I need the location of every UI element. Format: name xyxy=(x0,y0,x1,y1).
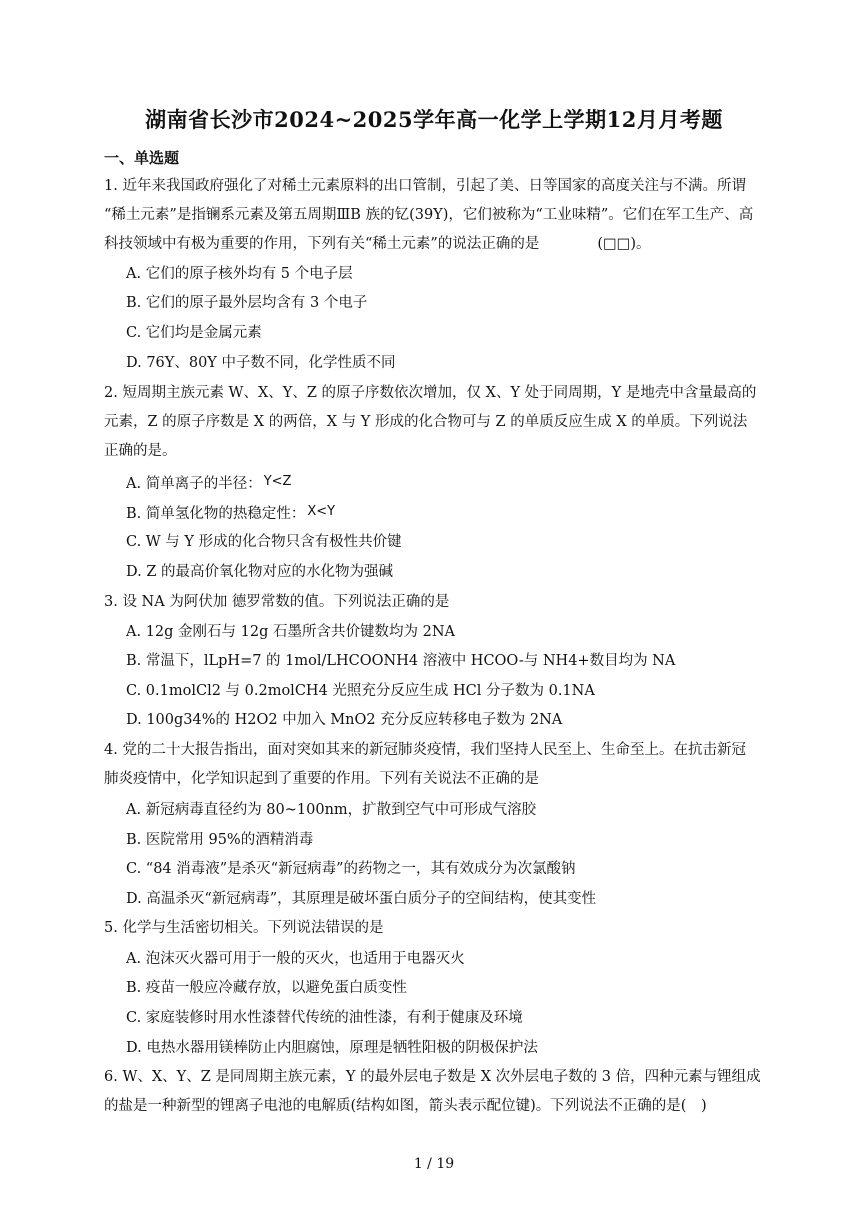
question-3-option-b: B. 常温下，lLpH=7 的 1mol/LHCOONH4 溶液中 HCOO-与 NH4+数目均为 NA xyxy=(126,653,676,669)
question-2-option-b-formula: X<Y xyxy=(307,504,336,519)
page-number: 1 / 19 xyxy=(413,1156,455,1172)
question-1-option-c: C. 它们均是金属元素 xyxy=(126,325,262,341)
question-3-option-c: C. 0.1molCl2 与 0.2molCH4 光照充分反应生成 HCl 分子数为 0.1NA xyxy=(126,683,595,699)
question-4-stem-line-1: 4. 党的二十大报告指出，面对突如其来的新冠肺炎疫情，我们坚持人民至上、生命至上。在抗击新冠 xyxy=(104,742,746,758)
question-3-option-a: A. 12g 金刚石与 12g 石墨所含共价键数均为 2NA xyxy=(126,624,455,640)
question-4-stem-line-2: 肺炎疫情中，化学知识起到了重要的作用。下列有关说法不正确的是 xyxy=(104,771,539,787)
question-6-stem-line-2: 的盐是一种新型的锂离子电池的电解质(结构如图，箭头表示配位键)。下列说法不正确的是( ) xyxy=(104,1098,707,1114)
document-title: 湖南省长沙市2024~2025学年高一化学上学期12月月考题 xyxy=(145,107,723,132)
question-2-option-b-text: B. 简单氢化物的热稳定性： xyxy=(126,506,306,522)
question-4-option-d: D. 高温杀灭“新冠病毒”，其原理是破坏蛋白质分子的空间结构，使其变性 xyxy=(126,891,597,907)
question-2-option-c: C. W 与 Y 形成的化合物只含有极性共价键 xyxy=(126,534,402,550)
question-2-stem-line-1: 2. 短周期主族元素 W、X、Y、Z 的原子序数依次增加，仅 X、Y 处于同周期，Y 是地壳中含量最高的 xyxy=(104,385,757,401)
question-2-option-a-text: A. 简单离子的半径： xyxy=(126,476,262,492)
question-2-stem-line-2: 元素，Z 的原子序数是 X 的两倍，X 与 Y 形成的化合物可与 Z 的单质反应生成 X 的单质。下列说法 xyxy=(104,414,748,430)
question-2-option-d: D. Z 的最高价氧化物对应的水化物为强碱 xyxy=(126,564,394,580)
question-4-option-c: C. “84 消毒液”是杀灭“新冠病毒”的药物之一，其有效成分为次氯酸钠 xyxy=(126,861,576,877)
question-2-option-a-formula: Y<Z xyxy=(263,474,292,489)
question-3-stem-line-1: 3. 设 NA 为阿伏加 德罗常数的值。下列说法正确的是 xyxy=(104,594,450,610)
question-4-option-a: A. 新冠病毒直径约为 80~100nm，扩散到空气中可形成气溶胶 xyxy=(126,802,537,818)
question-2-option-a xyxy=(126,472,786,494)
question-5-stem-line-1: 5. 化学与生活密切相关。下列说法错误的是 xyxy=(104,920,384,936)
question-1-stem-line-3: 科技领域中有极为重要的作用，下列有关“稀土元素”的说法正确的是 (□□)。 xyxy=(104,236,651,252)
question-1-option-a: A. 它们的原子核外均有 5 个电子层 xyxy=(126,266,353,282)
question-4-option-b: B. 医院常用 95%的酒精消毒 xyxy=(126,832,314,848)
question-5-option-a: A. 泡沫灭火器可用于一般的灭火，也适用于电器灭火 xyxy=(126,951,465,967)
question-1-stem-line-1: 1. 近年来我国政府强化了对稀土元素原料的出口管制，引起了美、日等国家的高度关注与不满。所谓 xyxy=(104,178,746,194)
question-3-option-d: D. 100g34%的 H2O2 中加入 MnO2 充分反应转移电子数为 2NA xyxy=(126,712,563,728)
question-5-option-d: D. 电热水器用镁棒防止内胆腐蚀，原理是牺牲阳极的阴极保护法 xyxy=(126,1040,538,1056)
question-5-option-c: C. 家庭装修时用水性漆替代传统的油性漆，有利于健康及环境 xyxy=(126,1010,523,1026)
question-5-option-b: B. 疫苗一般应冷藏存放，以避免蛋白质变性 xyxy=(126,980,407,996)
question-2-stem-line-3: 正确的是。 xyxy=(104,443,177,459)
question-1-option-d: D. 76Y、80Y 中子数不同，化学性质不同 xyxy=(126,355,396,371)
question-1-stem-line-2: “稀土元素”是指镧系元素及第五周期ⅢB 族的钇(39Y)，它们被称为“工业味精”。它们在军工生产、高 xyxy=(104,207,754,223)
question-6-stem-line-1: 6. W、X、Y、Z 是同周期主族元素，Y 的最外层电子数是 X 次外层电子数的 3 倍，四种元素与锂组成 xyxy=(104,1069,761,1085)
question-2-option-b xyxy=(126,502,786,524)
section-heading: 一、单选题 xyxy=(104,149,180,167)
question-1-option-b: B. 它们的原子最外层均含有 3 个电子 xyxy=(126,295,368,311)
